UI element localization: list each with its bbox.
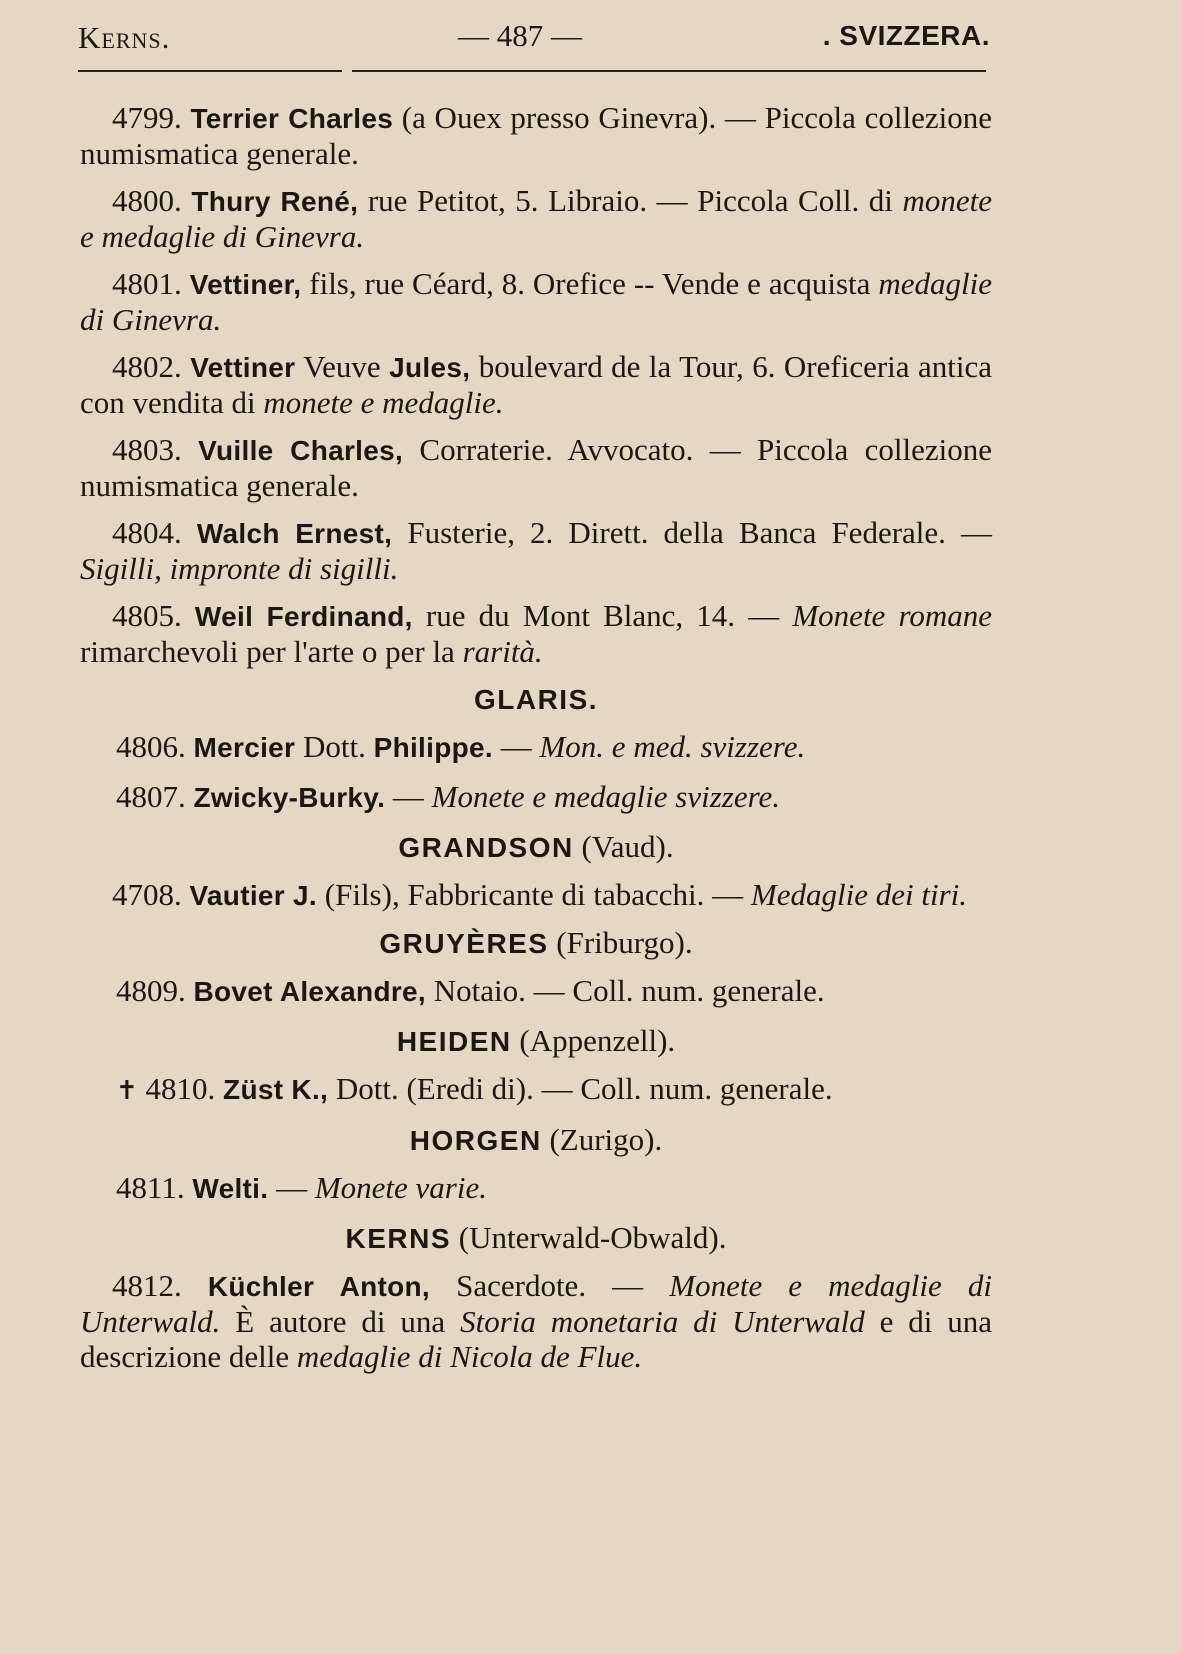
section-heading-gruyeres bbox=[80, 925, 992, 961]
entry-text: — bbox=[385, 779, 432, 814]
section-region: (Appenzell). bbox=[519, 1023, 676, 1058]
entry-4799 bbox=[80, 100, 992, 171]
entry-name: Küchler Anton, bbox=[207, 1271, 431, 1302]
entry-4708 bbox=[80, 877, 992, 913]
entry-text: rue Petitot, 5. Libraio. — Piccola Coll. di bbox=[358, 183, 903, 218]
entry-number: 4806. bbox=[116, 729, 186, 764]
entry-name: Züst K., bbox=[223, 1074, 329, 1105]
entry-4812 bbox=[80, 1268, 992, 1374]
entry-4807 bbox=[80, 779, 992, 815]
entry-name: Vautier J. bbox=[189, 880, 318, 911]
entry-name: Thury René, bbox=[191, 186, 359, 217]
entry-number: 4800. bbox=[112, 183, 182, 218]
entry-text: Dott. (Eredi di). — Coll. num. generale. bbox=[328, 1071, 833, 1106]
section-region: (Unterwald-Obwald). bbox=[458, 1220, 727, 1255]
entry-number: 4802. bbox=[112, 349, 182, 384]
entry-text: Veuve bbox=[295, 349, 390, 384]
entry-text: Corraterie. Avvocato. — Piccola collezione numismatica generale. bbox=[80, 432, 993, 503]
running-head-right: . SVIZZERA. bbox=[822, 20, 990, 51]
entry-text: rimarchevoli per l'arte o per la bbox=[80, 634, 463, 669]
page-number: — 487 — bbox=[458, 18, 582, 53]
entry-name: Bovet Alexandre, bbox=[193, 976, 427, 1007]
entry-italic: medaglie di Ginevra. bbox=[80, 266, 993, 337]
entry-name: Zwicky-Burky. bbox=[193, 782, 386, 813]
entry-4804 bbox=[80, 515, 992, 586]
header-rule-left bbox=[78, 70, 342, 72]
section-name: HORGEN bbox=[409, 1125, 542, 1156]
header-rule-right bbox=[352, 70, 986, 72]
entry-name: Vuille Charles, bbox=[198, 435, 404, 466]
deceased-mark: ✝ bbox=[116, 1076, 138, 1105]
entry-4811 bbox=[80, 1170, 992, 1206]
entry-name: Terrier Charles bbox=[190, 103, 394, 134]
entry-italic: rarità. bbox=[462, 634, 543, 669]
entry-text: e di una descrizione delle bbox=[80, 1304, 992, 1374]
entry-number: 4804. bbox=[112, 515, 182, 550]
entry-number: 4805. bbox=[112, 598, 182, 633]
entry-number: 4811. bbox=[116, 1170, 185, 1205]
entry-italic: Monete romane bbox=[792, 598, 993, 633]
entry-text: — bbox=[268, 1170, 315, 1205]
page-body bbox=[80, 100, 992, 1386]
entry-name: Vettiner bbox=[190, 352, 296, 383]
entry-italic: medaglie di Nicola de Flue. bbox=[296, 1339, 643, 1374]
section-region: (Friburgo). bbox=[556, 925, 693, 960]
entry-italic: Sigilli, impronte di sigilli. bbox=[80, 551, 399, 586]
entry-4806 bbox=[80, 729, 992, 765]
entry-text: È autore di una bbox=[220, 1304, 461, 1339]
section-name: GRUYÈRES bbox=[379, 928, 549, 959]
entry-text: Sacerdote. — bbox=[430, 1268, 670, 1303]
section-heading-grandson bbox=[80, 829, 992, 865]
entry-4802 bbox=[80, 349, 992, 420]
section-name: HEIDEN bbox=[396, 1026, 512, 1057]
entry-4805 bbox=[80, 598, 992, 669]
entry-number: 4807. bbox=[116, 779, 186, 814]
entry-italic: Storia monetaria di Unterwald bbox=[460, 1304, 865, 1339]
entry-name: Weil Ferdinand, bbox=[194, 601, 413, 632]
entry-italic: Monete e medaglie svizzere. bbox=[431, 779, 781, 814]
section-name: GRANDSON bbox=[398, 832, 574, 863]
entry-text: Fusterie, 2. Dirett. della Banca Federale. — bbox=[392, 515, 993, 550]
running-head-left: Kerns. bbox=[78, 20, 171, 55]
section-region: (Vaud). bbox=[581, 829, 674, 864]
entry-name: Walch Ernest, bbox=[196, 518, 393, 549]
entry-italic: Medaglie dei tiri. bbox=[750, 877, 967, 912]
entry-text: (Fils), Fabbricante di tabacchi. — bbox=[317, 877, 751, 912]
entry-number: 4810. bbox=[145, 1071, 216, 1106]
entry-italic: monete e medaglie. bbox=[263, 385, 504, 420]
entry-name: Welti. bbox=[192, 1173, 269, 1204]
entry-text: rue du Mont Blanc, 14. — bbox=[412, 598, 793, 633]
entry-name: Jules, bbox=[389, 352, 471, 383]
entry-name: Mercier bbox=[193, 732, 296, 763]
entry-4803 bbox=[80, 432, 992, 503]
entry-text: — bbox=[492, 729, 540, 764]
entry-text: (a Ouex presso Ginevra). — Piccola collezione numismatica generale. bbox=[80, 100, 992, 171]
section-name: KERNS bbox=[345, 1223, 452, 1254]
entry-number: 4801. bbox=[112, 266, 182, 301]
section-name: GLARIS. bbox=[473, 684, 599, 715]
running-head bbox=[78, 18, 990, 62]
entry-number: 4809. bbox=[116, 973, 186, 1008]
entry-italic: monete e medaglie di Ginevra. bbox=[80, 183, 992, 254]
entry-text: fils, rue Céard, 8. Orefice -- Vende e acquista bbox=[301, 266, 879, 301]
entry-name: Philippe. bbox=[373, 732, 493, 763]
section-heading-heiden bbox=[80, 1023, 992, 1059]
entry-4800 bbox=[80, 183, 992, 254]
section-region: (Zurigo). bbox=[549, 1122, 663, 1157]
entry-name: Vettiner, bbox=[189, 269, 302, 300]
entry-4810 bbox=[80, 1071, 992, 1108]
entry-number: 4708. bbox=[112, 877, 182, 912]
entry-text: boulevard de la Tour, 6. Oreficeria antica con vendita di bbox=[80, 349, 992, 420]
entry-italic: Monete e medaglie di Unterwald. bbox=[80, 1268, 992, 1339]
entry-4809 bbox=[80, 973, 992, 1009]
entry-number: 4803. bbox=[112, 432, 182, 467]
entry-4801 bbox=[80, 266, 992, 337]
entry-number: 4799. bbox=[112, 100, 182, 135]
section-heading-kerns bbox=[80, 1220, 992, 1256]
entry-italic: Mon. e med. svizzere. bbox=[539, 729, 806, 764]
entry-number: 4812. bbox=[112, 1268, 182, 1303]
entry-italic: Monete varie. bbox=[314, 1170, 487, 1205]
section-heading-glaris bbox=[80, 681, 992, 717]
entry-text: Dott. bbox=[295, 729, 374, 764]
entry-text: Notaio. — Coll. num. generale. bbox=[426, 973, 825, 1008]
section-heading-horgen bbox=[80, 1122, 992, 1158]
